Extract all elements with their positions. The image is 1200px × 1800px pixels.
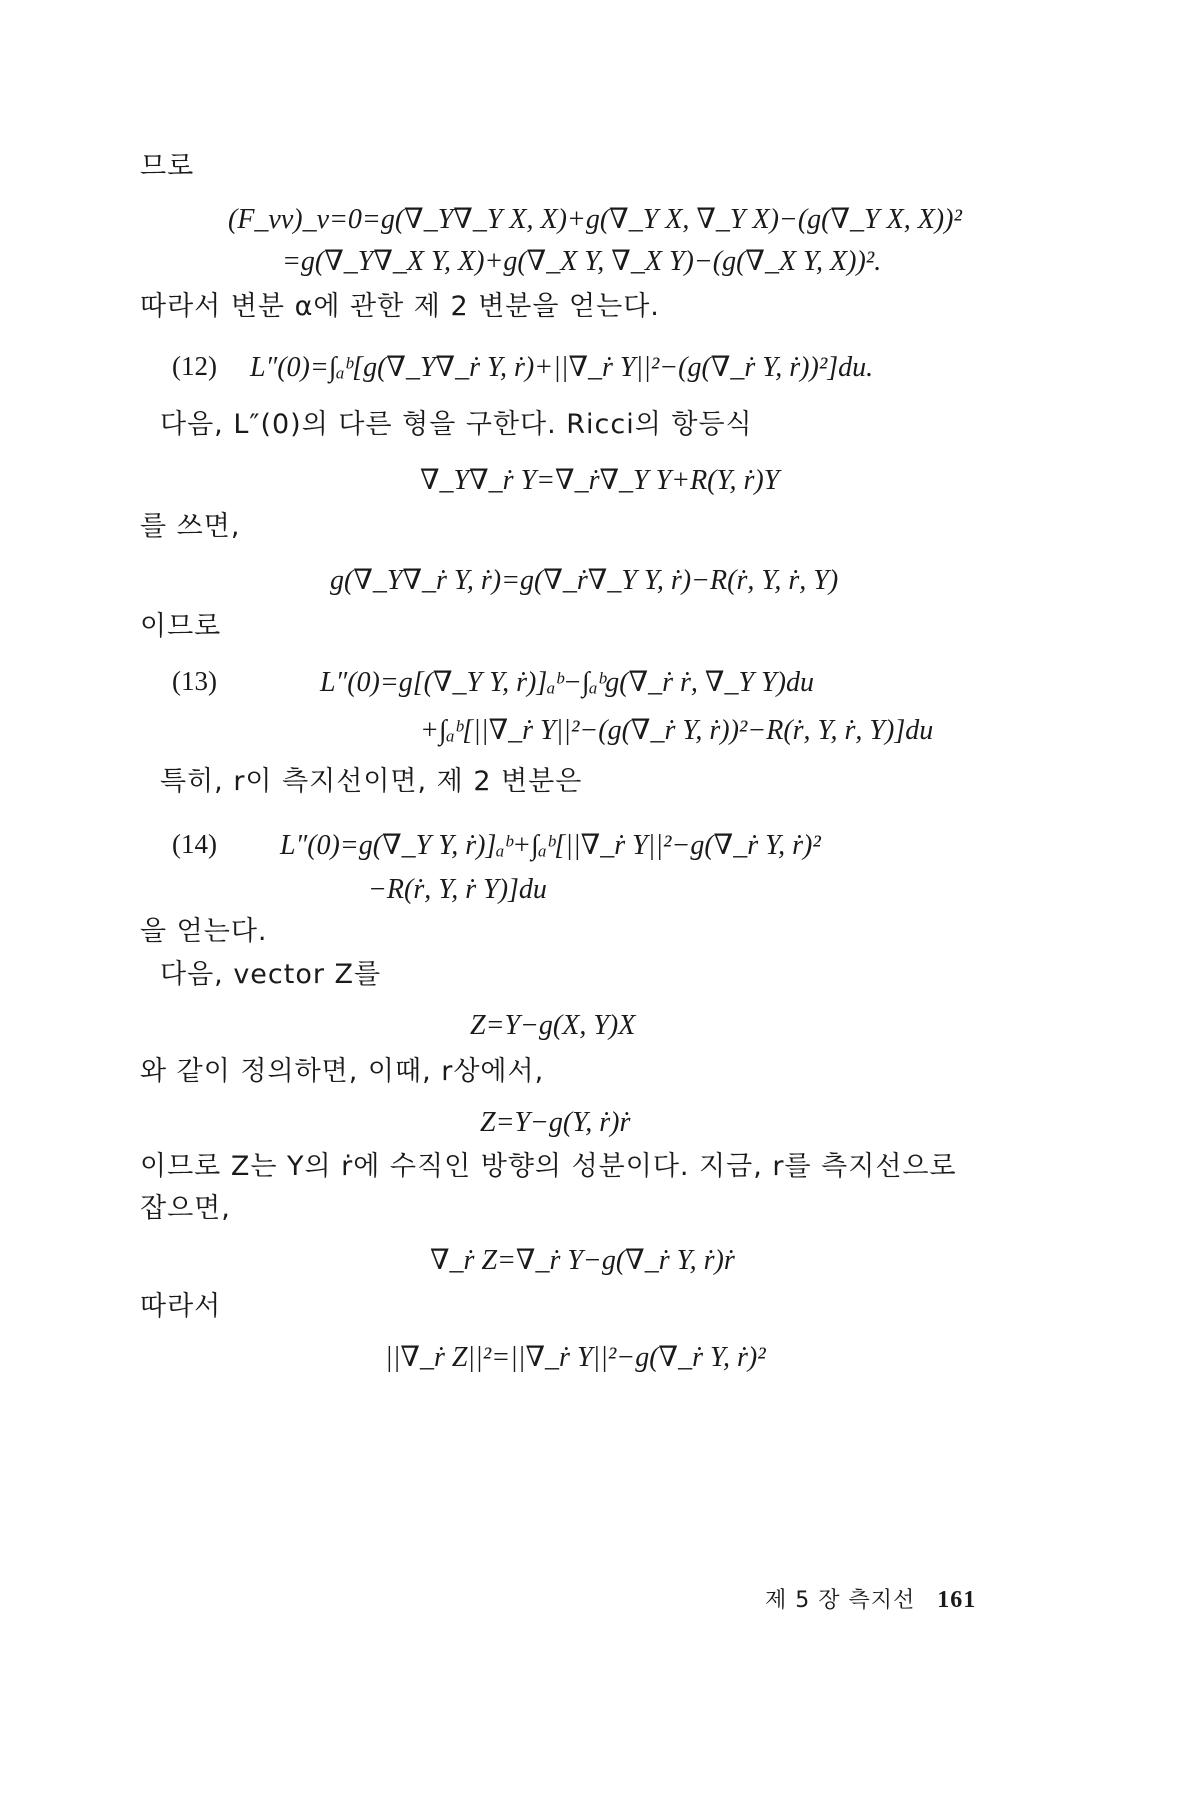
text-line: 따라서 변분 α에 관한 제 2 변분을 얻는다. (140, 291, 660, 322)
equation-line: L″(0)=g(∇_Y Y, ṙ)]ₐᵇ+∫ₐᵇ[||∇_ṙ Y||²−g(∇_ṙ Y, ṙ)² (280, 830, 821, 861)
text-line: 를 쓰면, (140, 511, 241, 542)
equation-number: (12) (172, 351, 217, 381)
equation-line: Z=Y−g(X, Y)X (470, 1010, 636, 1041)
chapter-title: 제 5 장 측지선 (765, 1588, 916, 1613)
equation-line: +∫ₐᵇ[||∇_ṙ Y||²−(g(∇_ṙ Y, ṙ))²−R(ṙ, Y, ṙ, Y)]du (420, 715, 934, 746)
equation-number: (14) (172, 829, 217, 859)
text-line: 므로 (140, 151, 195, 182)
equation-line: ||∇_ṙ Z||²=||∇_ṙ Y||²−g(∇_ṙ Y, ṙ)² (385, 1342, 766, 1373)
equation-line: =g(∇_Y∇_X Y, X)+g(∇_X Y, ∇_X Y)−(g(∇_X Y, X))². (282, 246, 882, 277)
page-footer (765, 1585, 976, 1615)
text-line: 따라서 (140, 1291, 222, 1322)
equation-line: g(∇_Y∇_ṙ Y, ṙ)=g(∇_ṙ∇_Y Y, ṙ)−R(ṙ, Y, ṙ, Y) (330, 565, 839, 596)
equation-line: (F_vv)_v=0=g(∇_Y∇_Y X, X)+g(∇_Y X, ∇_Y X)−(g(∇_Y X, X))² (228, 204, 962, 235)
text-line: 이므로 (140, 611, 222, 642)
equation-line: −R(ṙ, Y, ṙ Y)]du (368, 874, 547, 905)
equation-line: Z=Y−g(Y, ṙ)ṙ (480, 1107, 631, 1138)
text-line: 잡으면, (140, 1193, 231, 1224)
equation-line: ∇_Y∇_ṙ Y=∇_ṙ∇_Y Y+R(Y, ṙ)Y (420, 465, 780, 496)
equation-line: L″(0)=g[(∇_Y Y, ṙ)]ₐᵇ−∫ₐᵇg(∇_ṙ ṙ, ∇_Y Y)du (320, 667, 814, 698)
text-line: 와 같이 정의하면, 이때, r상에서, (140, 1056, 545, 1087)
page-number: 161 (937, 1587, 977, 1613)
text-line: 다음, vector Z를 (160, 959, 382, 990)
equation-line: L″(0)=∫ₐᵇ[g(∇_Y∇_ṙ Y, ṙ)+||∇_ṙ Y||²−(g(∇_ṙ Y, ṙ))²]du. (250, 352, 874, 383)
text-line: 특히, r이 측지선이면, 제 2 변분은 (160, 766, 583, 797)
text-line: 다음, L″(0)의 다른 형을 구한다. Ricci의 항등식 (160, 409, 753, 440)
text-line: 을 얻는다. (140, 916, 268, 947)
equation-line: ∇_ṙ Z=∇_ṙ Y−g(∇_ṙ Y, ṙ)ṙ (430, 1245, 735, 1276)
text-line: 이므로 Z는 Y의 ṙ에 수직인 방향의 성분이다. 지금, r를 측지선으로 (140, 1151, 957, 1182)
equation-number: (13) (172, 666, 217, 696)
